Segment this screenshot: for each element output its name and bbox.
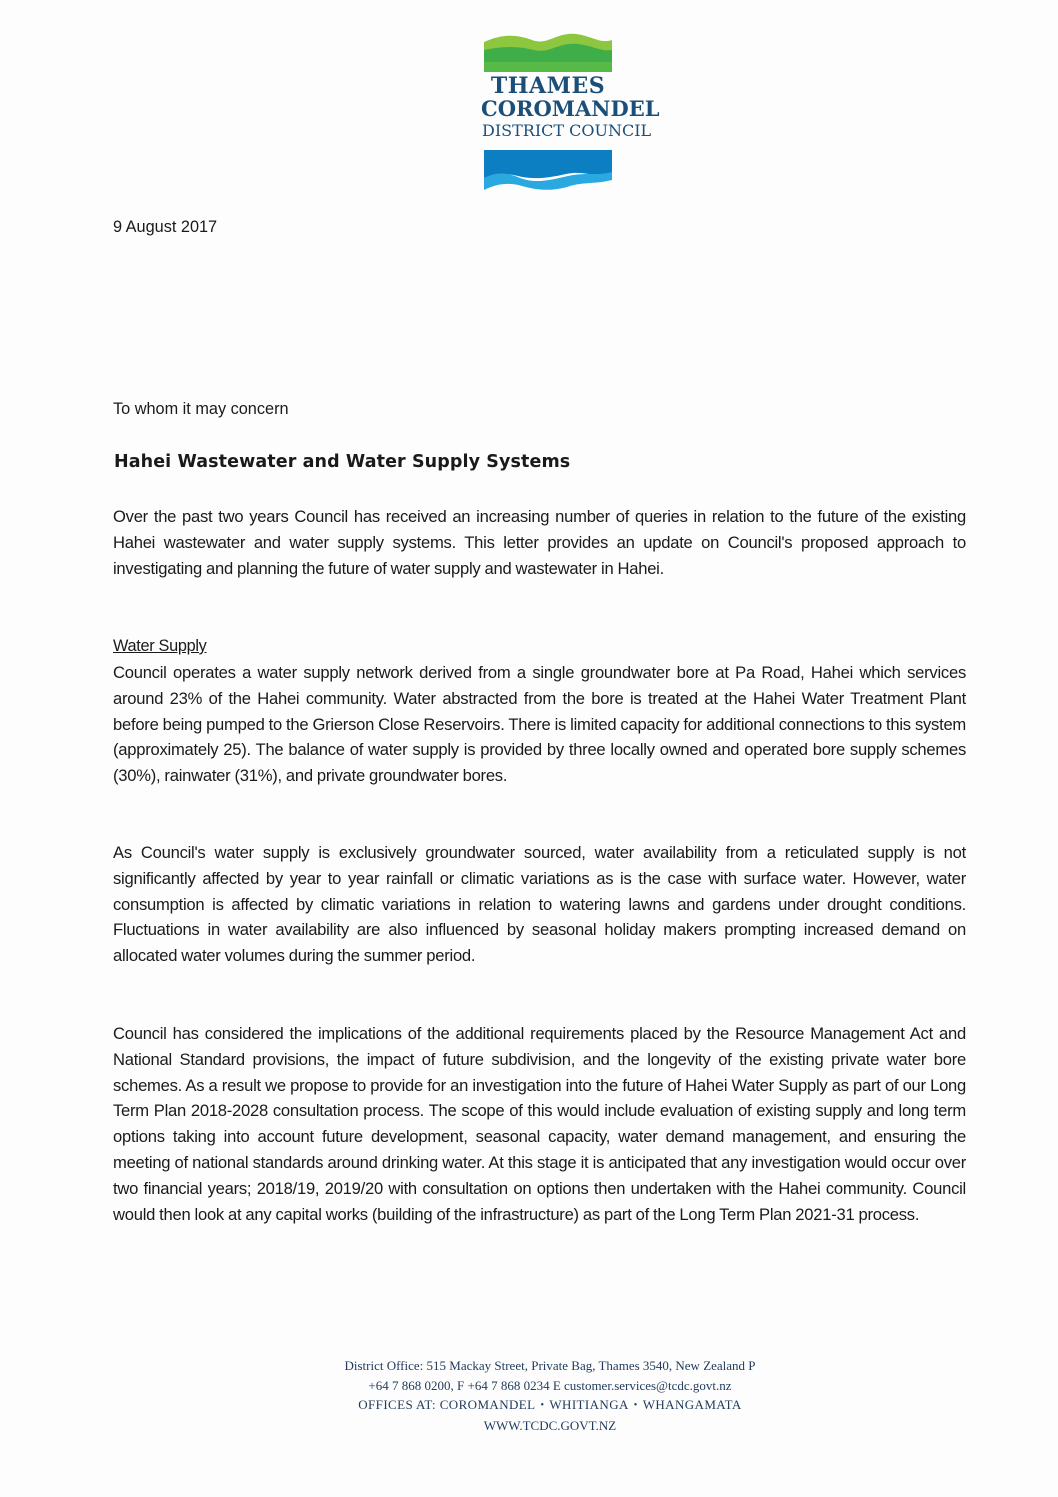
footer-office-item: COROMANDEL: [439, 1397, 536, 1412]
footer-office-item: WHANGAMATA: [642, 1397, 742, 1412]
logo-line-thames: THAMES: [490, 73, 606, 99]
water-supply-paragraph-3: Council has considered the implications of the additional requirements placed by the Resource Management Act and National Standard provisions, the impact of future subdivision, and the longevity of the existing private water bore schemes. As a result we propose to provide for an investigation into the future of Hahei Water Supply as part of our Long Term Plan 2018-2028 consultation process. The scope of this would include evaluation of existing supply and long term options taking into account future development, seasonal capacity, water demand management, and ensuring the meeting of national standards around drinking water. At this stage it is anticipated that any investigation would occur over two financial years; 2018/19, 2019/20 with consultation on options then undertaken with the Hahei community. Council would then look at any capital works (building of the infrastructure) as part of the Long Term Plan 2021-31 process.: [113, 1024, 966, 1224]
footer-address: District Office: 515 Mackay Street, Private Bag, Thames 3540, New Zealand P: [344, 1358, 756, 1373]
letter-heading: Hahei Wastewater and Water Supply Systems: [114, 452, 571, 472]
water-supply-paragraph-2: As Council's water supply is exclusively groundwater sourced, water availability from a reticulated supply is not significantly affected by year to year rainfall or climatic variations as is the case with surface water. However, water consumption is affected by climatic variations in relation to watering lawns and gardens under drought conditions. Fluctuations in water availability are also influenced by seasonal holiday makers prompting increased demand on allocated water volumes during the summer period.: [113, 843, 966, 966]
salutation: To whom it may concern: [113, 400, 289, 418]
council-logo: [481, 28, 660, 192]
footer-office-item: WHITIANGA: [549, 1397, 629, 1412]
blue-waves-icon: [484, 150, 612, 192]
green-hills-icon: [484, 28, 612, 72]
footer-offices: [280, 1395, 820, 1416]
intro-paragraph: Over the past two years Council has received an increasing number of queries in relation to the future of the existing Hahei wastewater and water supply systems. This letter provides an update on Council's proposed approach to investigating and planning the future of water supply and wastewater in Hahei.: [113, 507, 966, 578]
bullet-separator-icon: •: [540, 1400, 545, 1412]
letter-footer: [280, 1356, 820, 1435]
water-supply-paragraph-1: Council operates a water supply network derived from a single groundwater bore at Pa Road, Hahei which services around 23% of the Hahei community. Water abstracted from the bore is treated at the Hahei Water Treatment Plant before being pumped to the Grierson Close Reservoirs. There is limited capacity for additional connections to this system (approximately 25). The balance of water supply is provided by three locally owned and operated bore supply schemes (30%), rainwater (31%), and private groundwater bores.: [113, 663, 966, 786]
bullet-separator-icon: •: [633, 1400, 638, 1412]
logo-line-district-council: DISTRICT COUNCIL: [482, 121, 652, 140]
footer-contact: +64 7 868 0200, F +64 7 868 0234 E customer.services@tcdc.govt.nz: [368, 1377, 732, 1393]
letter-date: 9 August 2017: [113, 218, 218, 236]
section-heading-water-supply: Water Supply: [113, 637, 207, 655]
footer-offices-label: OFFICES AT:: [358, 1397, 437, 1412]
footer-website: WWW.TCDC.GOVT.NZ: [483, 1417, 617, 1433]
logo-line-coromandel: COROMANDEL: [481, 96, 660, 121]
